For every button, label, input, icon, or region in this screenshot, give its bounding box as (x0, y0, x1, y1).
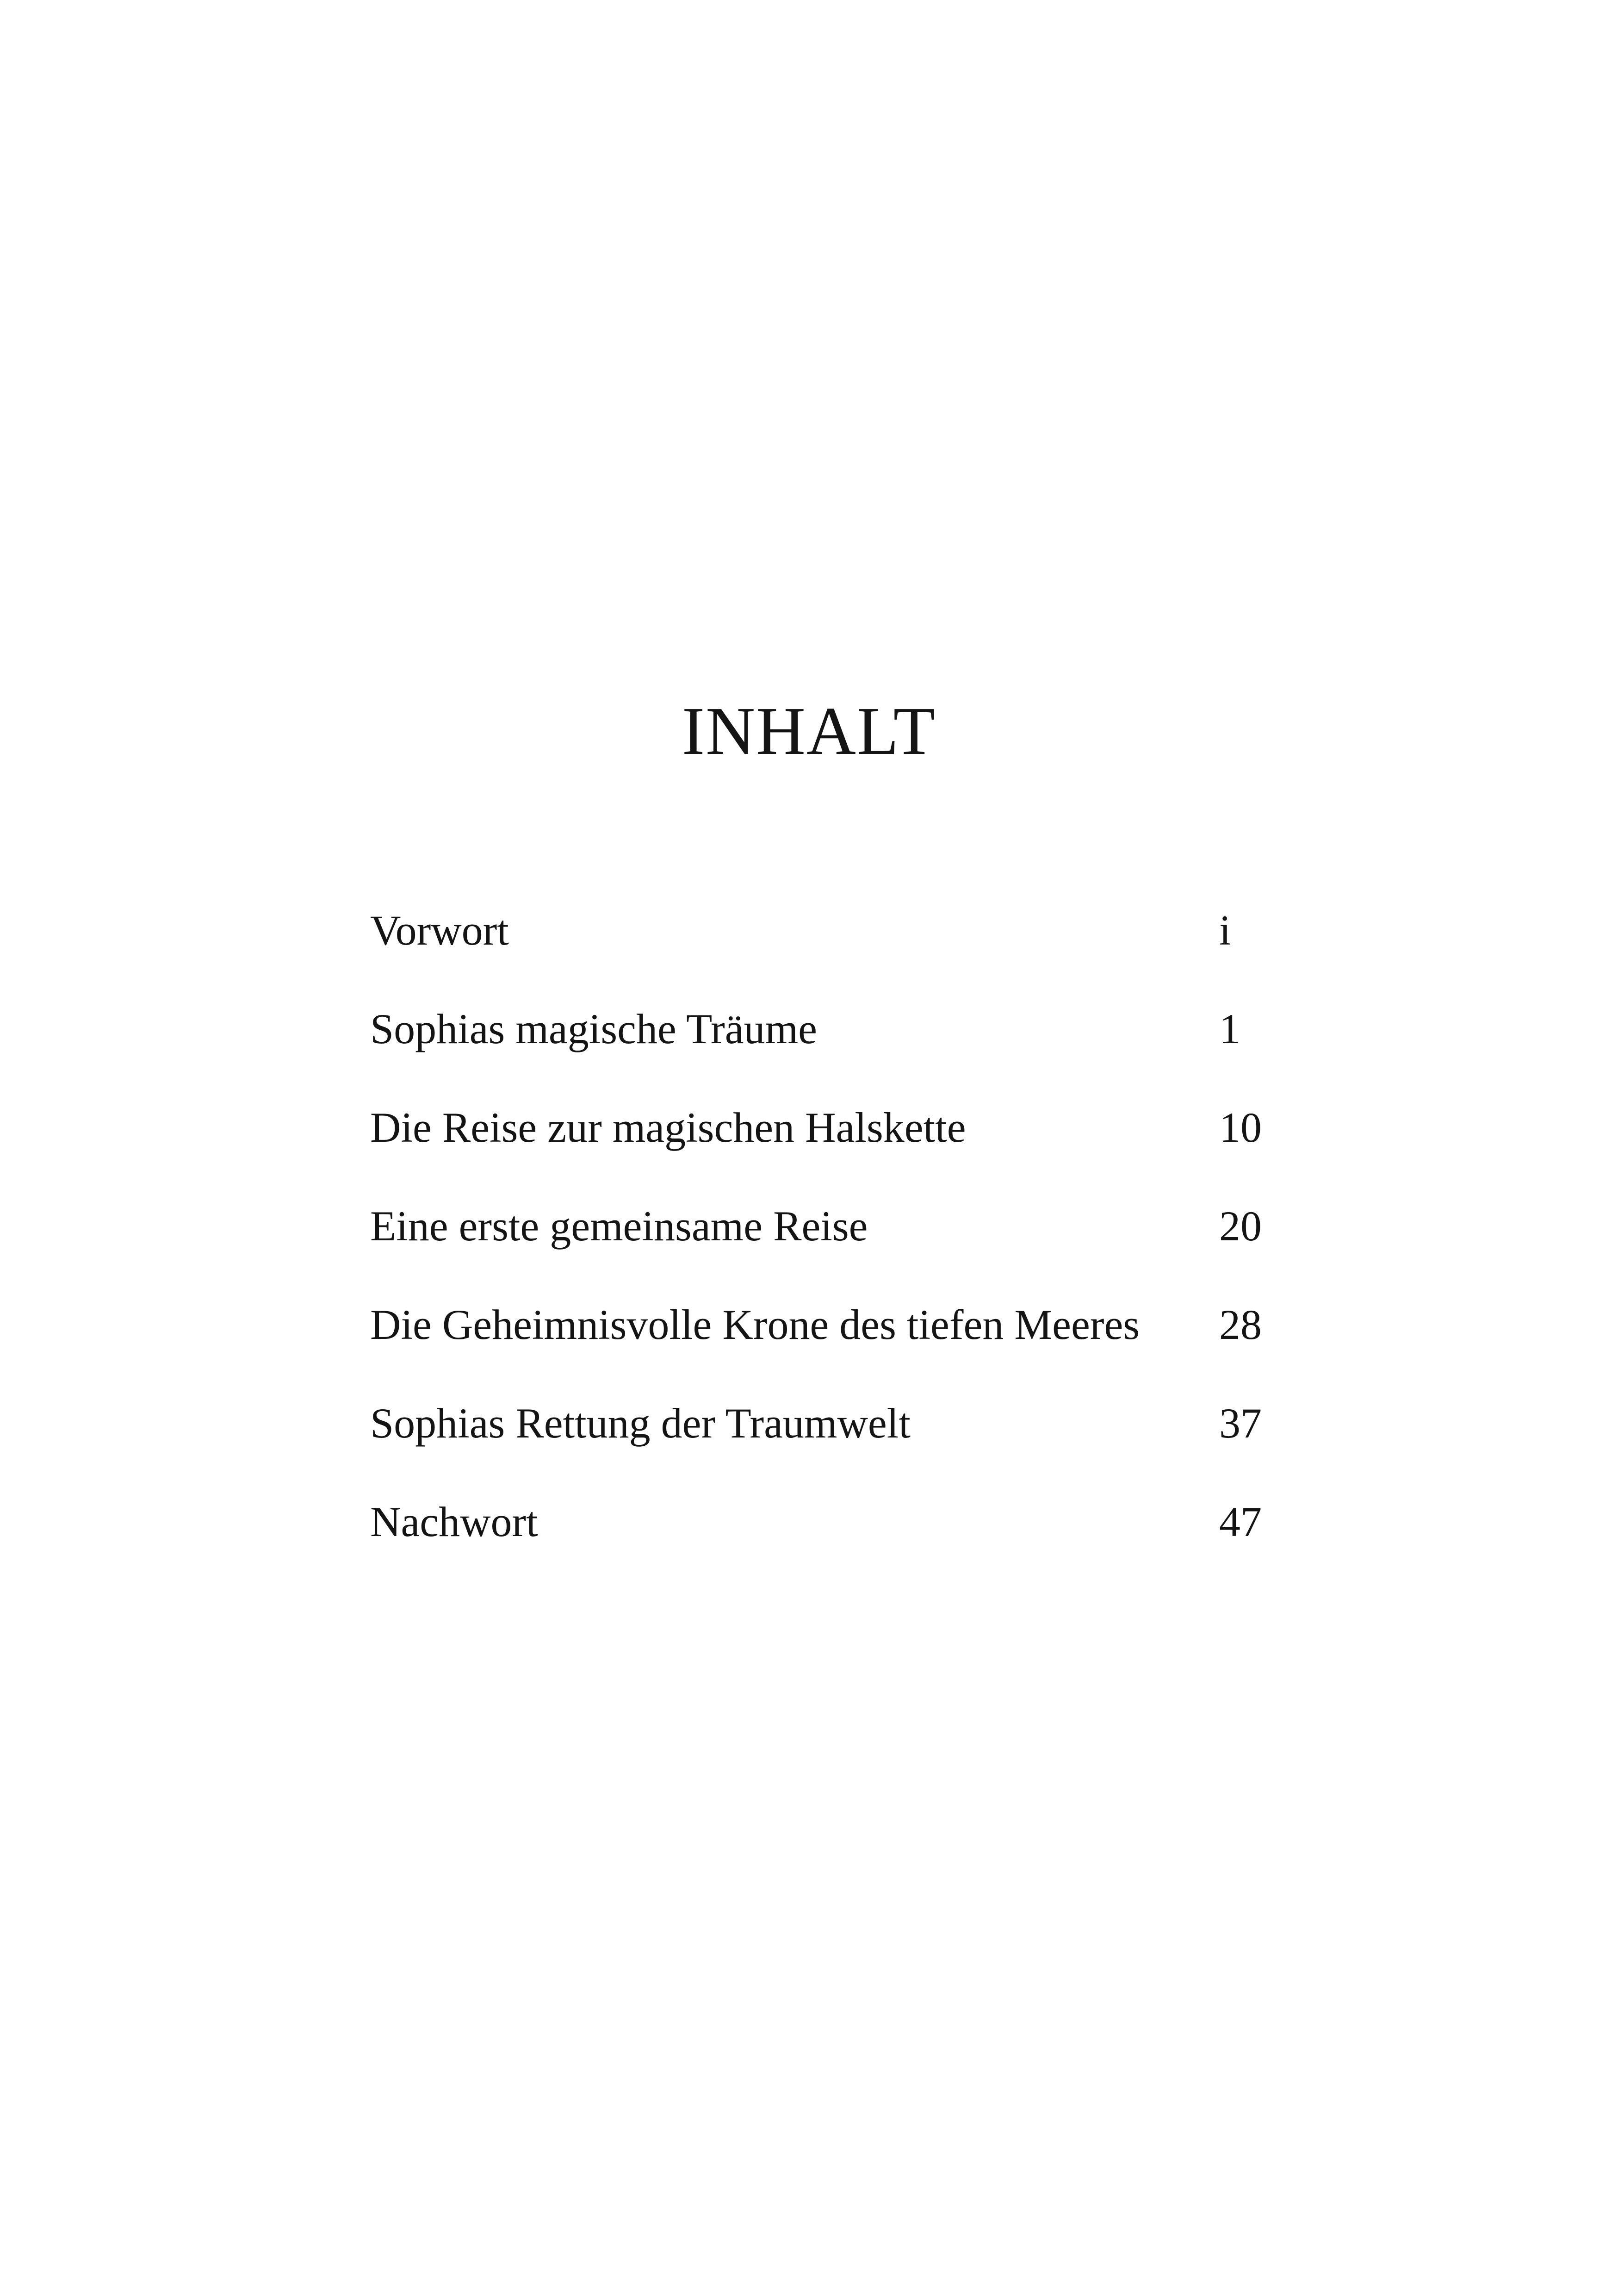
toc-entry-sophias-magische-traeume (370, 1001, 1277, 1100)
toc-entry-page-number: 1 (1219, 1005, 1240, 1052)
toc-entry-page-number: i (1219, 907, 1231, 954)
toc-entry-page-number: 37 (1219, 1400, 1262, 1447)
toc-list (370, 902, 1277, 1593)
toc-entry-label: Die Reise zur magischen Halskette (370, 1104, 966, 1151)
toc-title: INHALT (682, 693, 936, 769)
toc-entry-label: Nachwort (370, 1498, 538, 1545)
toc-entry-page-number: 10 (1219, 1104, 1262, 1151)
toc-entry-rettung-der-traumwelt (370, 1395, 1277, 1494)
toc-entry-krone-des-tiefen-meeres (370, 1297, 1277, 1395)
toc-entry-label: Sophias Rettung der Traumwelt (370, 1400, 911, 1447)
toc-entry-page-number: 20 (1219, 1202, 1262, 1250)
toc-entry-label: Eine erste gemeinsame Reise (370, 1202, 868, 1250)
toc-entry-vorwort (370, 902, 1277, 1001)
toc-entry-label: Die Geheimnisvolle Krone des tiefen Meeres (370, 1301, 1140, 1348)
toc-entry-erste-gemeinsame-reise (370, 1198, 1277, 1297)
toc-entry-page-number: 47 (1219, 1498, 1262, 1545)
toc-entry-reise-zur-magischen-halskette (370, 1100, 1277, 1198)
toc-entry-nachwort (370, 1494, 1277, 1593)
toc-entry-page-number: 28 (1219, 1301, 1262, 1348)
toc-entry-label: Sophias magische Träume (370, 1005, 817, 1052)
toc-entry-label: Vorwort (370, 907, 509, 954)
